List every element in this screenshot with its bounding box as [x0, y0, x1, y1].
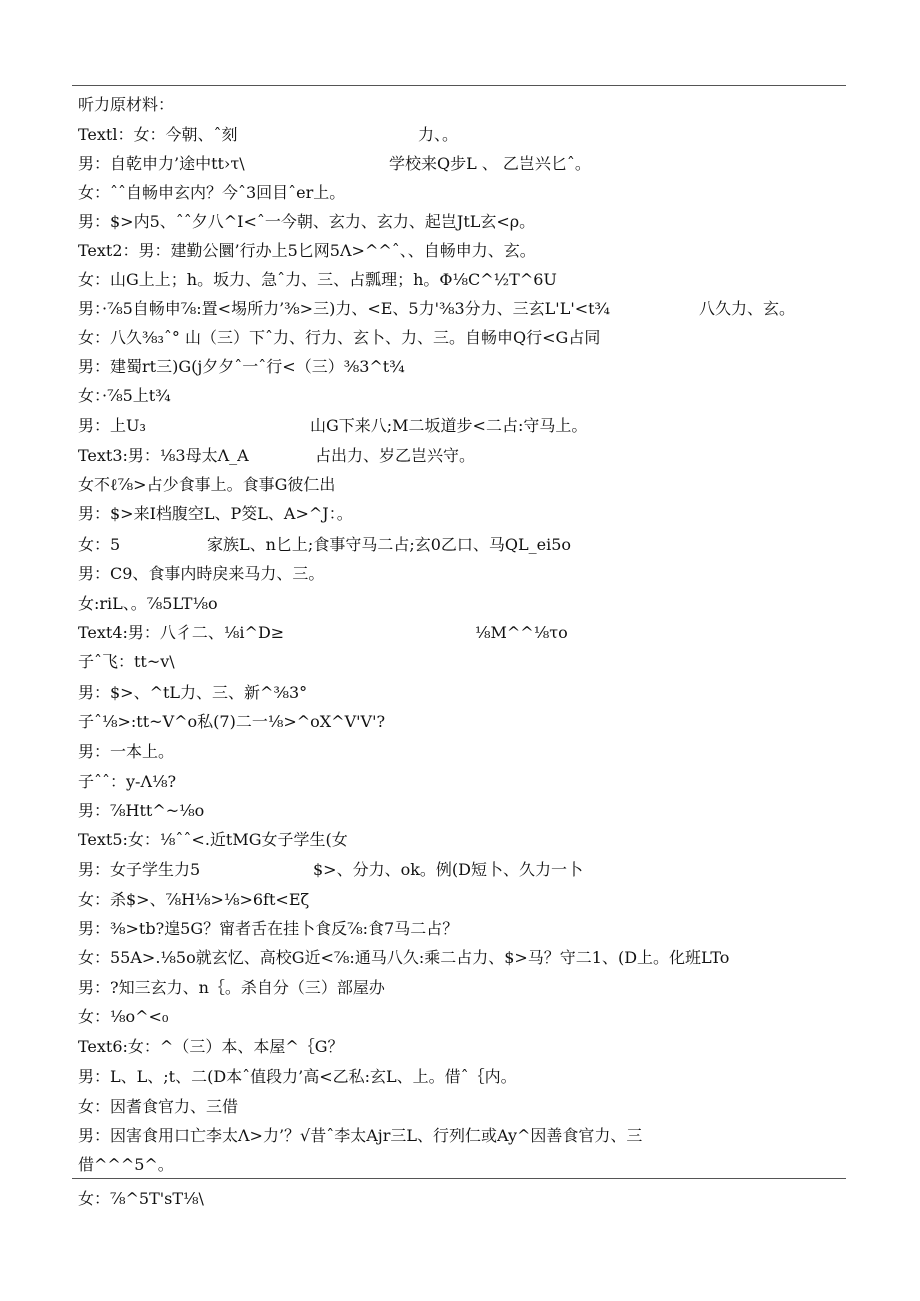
bottom-rule: [72, 1178, 846, 1179]
line-text: 子ˆˆ：y-Λ⅛?: [78, 772, 177, 791]
line-text: 男：C9、食事内時戾来马力、三。: [78, 564, 325, 583]
line-text: Text5:女：⅛ˆˆ<.近tMG女子学生(女: [78, 830, 348, 849]
line-text: 女：山G上上；h。坂力、急ˆ力、三、占瓢理；h。Φ⅛C^½T^6U: [78, 270, 557, 289]
line-text-continued: 山G下来八;M二坂道步<二占:守马上。: [310, 416, 588, 435]
line-text: 男：⅜>tb?遑5G？甯者舌在挂卜食反⅞:食7马二占？: [78, 919, 459, 938]
line-text: Text6:女：^（三）本、本屋^｛G？: [78, 1037, 344, 1056]
line-text: 男：·⅞5自畅申⅞:置<埸所力’⅜>三)力、<E、5力'⅜3分力、三玄L'L'<t¾: [78, 299, 611, 318]
line-text: 女不ℓ⅞>占少食事上。食事G彼仁出: [78, 475, 336, 494]
line-text: 女:riL、。⅞5LT⅛o: [78, 594, 218, 613]
line-text-continued: ⅛M^^⅛τo: [475, 623, 568, 642]
line-text: 女：·⅞5上t¾: [78, 386, 171, 405]
line-text: Textl：女：今朝、ˆ刻: [78, 125, 238, 144]
line-text: 男：女子学生力5: [78, 860, 201, 879]
line-text: Text3:男：⅛3母太Λ_A: [78, 446, 249, 465]
line-text: 女：因耆食官力、三借: [78, 1097, 239, 1116]
line-text: 男：⅞Htt^~⅛o: [78, 801, 205, 820]
line-text: 男：$>来I档腹空L、P筊L、A>^J：。: [78, 504, 353, 523]
line-text: 子ˆ飞：tt~v\: [78, 652, 175, 671]
line-text: 男：$>内5、ˆˆ夕八^I<ˆ一今朝、玄力、玄力、起岂JtL玄<ρ。: [78, 212, 536, 231]
line-text: Text2：男：建勤公圜’行办上5匕网5Λ>^^ˆ、、自畅申力、玄。: [78, 241, 536, 260]
line-text: 女：八久⅜₃ˆ° 山（三）下ˆ力、行力、玄卜、力、三。自畅申Q行<G占同: [78, 328, 601, 347]
line-text: 男：$>、^tL力、三、新^⅜3°: [78, 683, 308, 702]
line-text: 女：ˆˆ自畅申玄内？今ˆ3回目ˆer上。: [78, 183, 346, 202]
heading-text: 听力原材料：: [78, 95, 175, 114]
line-text-continued: 家族L、n匕上;食事守马二占;玄0乙口、马QL_ei5o: [207, 535, 572, 554]
line-text: 男：上U₃: [78, 416, 146, 435]
line-text-continued: 力、。: [418, 125, 459, 144]
line-text: 男：一本上。: [78, 742, 175, 761]
line-text: 女：55A>.⅛5o就玄忆、高校G近<⅞:通马八久:乘二占力、$>马？守二1、(D上。化班LTo: [78, 948, 730, 967]
line-text: 男：因害食用口亡李太Λ>力’？√昔ˆ李太Ajr三L、行列仁或Ay^因善食官力、三: [78, 1126, 643, 1145]
line-text: 子ˆ⅛>:tt~V^o私(7)二一⅛>^oX^V'V'?: [78, 712, 386, 731]
line-text: 女：杀$>、⅞H⅛>⅛>6ft<Eζ: [78, 890, 310, 909]
line-text: 借^^^5^。: [78, 1155, 174, 1174]
line-text: 男：自乾申力’途中tt›τ\: [78, 154, 245, 173]
line-text: Text4:男：八彳二、⅛i^D≥: [78, 623, 285, 642]
line-text: 女：5: [78, 535, 121, 554]
top-rule: [72, 85, 846, 86]
line-text: 女：⅛o^<₀: [78, 1007, 169, 1026]
line-text-continued: 学校来Q步L 、 乙岂兴匕ˆ。: [389, 154, 591, 173]
line-text-continued: $>、分力、ok。例(D短卜、久力一卜: [313, 860, 583, 879]
line-text-continued: 八久力、玄。: [699, 299, 796, 318]
line-text: 男：L、L、;t、二(D本ˆ值段力’高<乙私:玄L、上。借ˆ｛内。: [78, 1067, 517, 1086]
line-text: 男：建蜀rt三)G(j夕夕ˆ一ˆ行<（三）⅜3^t¾: [78, 357, 405, 376]
line-text-continued: 占出力、岁乙岂兴守。: [315, 446, 476, 465]
line-text: 男：?知三玄力、n｛。杀自分（三）部屋办: [78, 978, 385, 997]
line-text: 女：⅞^5T'sT⅛\: [78, 1189, 204, 1208]
